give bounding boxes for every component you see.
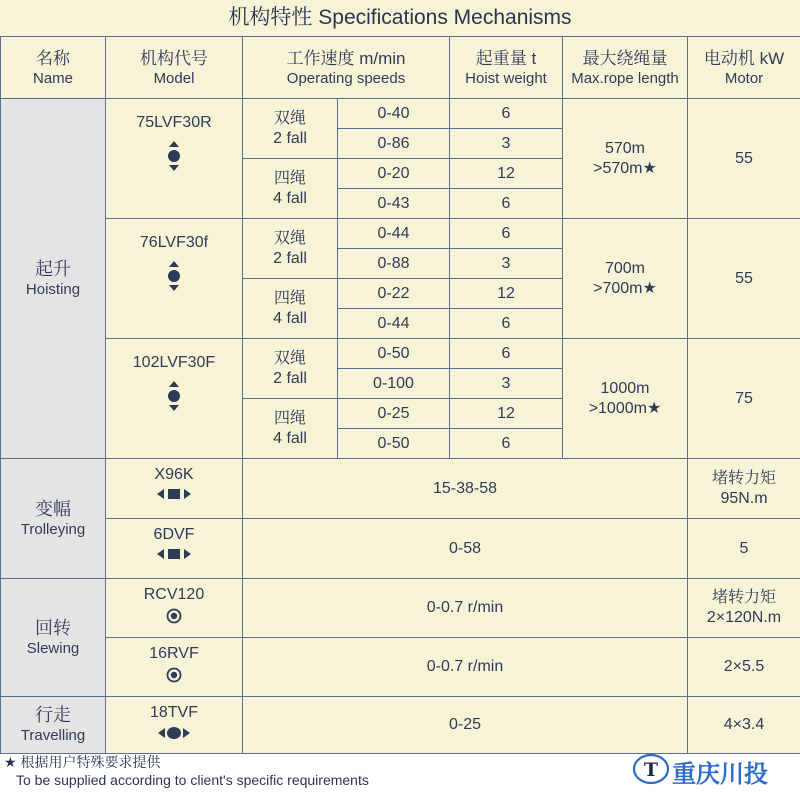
table-row <box>1 459 800 519</box>
speed-cell: 0-0.7 r/min <box>243 638 688 697</box>
footnote <box>4 753 564 789</box>
rope-cell: 700m >700m★ <box>563 219 688 339</box>
model-cell <box>106 697 243 754</box>
section-slewing: 回转 Slewing <box>1 579 106 697</box>
weight-cell: 3 <box>450 129 563 159</box>
model-name: 18TVF <box>149 704 198 721</box>
header-weight: 起重量 t Hoist weight <box>450 37 563 99</box>
model-name: RCV120 <box>143 586 205 603</box>
weight-cell: 3 <box>450 369 563 399</box>
footnote-en: To be supplied according to client's specific requirements <box>16 772 369 788</box>
motor-cell: 堵转力矩 2×120N.m <box>688 579 800 638</box>
speed-cell: 0-0.7 r/min <box>243 579 688 638</box>
model-cell <box>106 638 243 697</box>
fall-label: 双绳 2 fall <box>243 219 338 279</box>
speed-cell: 0-40 <box>338 99 450 129</box>
motor-cell: 55 <box>688 99 800 219</box>
table-row <box>1 339 800 369</box>
fall-label: 双绳 2 fall <box>243 339 338 399</box>
table-row <box>1 638 800 697</box>
table-header-row <box>1 37 800 99</box>
weight-cell: 3 <box>450 249 563 279</box>
speed-cell: 15-38-58 <box>243 459 688 519</box>
up-down-arrow-icon <box>106 261 242 291</box>
table-row <box>1 219 800 249</box>
speed-cell: 0-44 <box>338 309 450 339</box>
speed-cell: 0-25 <box>243 697 688 754</box>
table-row <box>1 697 800 754</box>
logo-text: 重庆川投 <box>672 760 768 788</box>
speed-cell: 0-25 <box>338 399 450 429</box>
weight-cell: 6 <box>450 99 563 129</box>
section-trolleying: 变幅 Trolleying <box>1 459 106 579</box>
table-row <box>1 519 800 579</box>
weight-cell: 12 <box>450 399 563 429</box>
model-name: X96K <box>154 466 194 483</box>
speed-cell: 0-44 <box>338 219 450 249</box>
model-name: 75LVF30R <box>136 114 212 131</box>
speed-cell: 0-43 <box>338 189 450 219</box>
speed-cell: 0-50 <box>338 339 450 369</box>
model-cell <box>106 519 243 579</box>
left-right-arrow-icon <box>106 548 242 560</box>
model-cell <box>106 579 243 638</box>
motor-cell: 5 <box>688 519 800 579</box>
speed-cell: 0-86 <box>338 129 450 159</box>
table-row <box>1 99 800 129</box>
motor-cell: 55 <box>688 219 800 339</box>
weight-cell: 12 <box>450 279 563 309</box>
section-travelling: 行走 Travelling <box>1 697 106 754</box>
specifications-table <box>0 36 800 754</box>
company-logo <box>632 752 798 786</box>
fall-label: 四绳 4 fall <box>243 159 338 219</box>
svg-text:T: T <box>643 759 659 781</box>
rotation-icon <box>106 667 242 683</box>
weight-cell: 6 <box>450 219 563 249</box>
up-down-arrow-icon <box>106 141 242 171</box>
logo-emblem-icon <box>632 752 670 786</box>
table-row <box>1 579 800 638</box>
speed-cell: 0-100 <box>338 369 450 399</box>
weight-cell: 6 <box>450 429 563 459</box>
speed-cell: 0-88 <box>338 249 450 279</box>
model-name: 102LVF30F <box>132 354 216 371</box>
up-down-arrow-icon <box>106 381 242 411</box>
model-cell <box>106 219 243 339</box>
rope-cell: 570m >570m★ <box>563 99 688 219</box>
header-rope: 最大绕绳量 Max.rope length <box>563 37 688 99</box>
header-motor: 电动机 kW Motor <box>688 37 800 99</box>
weight-cell: 12 <box>450 159 563 189</box>
fall-label: 四绳 4 fall <box>243 399 338 459</box>
header-name: 名称 Name <box>1 37 106 99</box>
speed-cell: 0-20 <box>338 159 450 189</box>
weight-cell: 6 <box>450 339 563 369</box>
rotation-icon <box>106 608 242 624</box>
header-speed: 工作速度 m/min Operating speeds <box>243 37 450 99</box>
model-cell <box>106 339 243 459</box>
model-name: 76LVF30f <box>139 234 209 251</box>
travel-arrow-icon <box>106 726 242 740</box>
speed-cell: 0-58 <box>243 519 688 579</box>
footnote-cn: ★ 根据用户特殊要求提供 <box>4 754 161 770</box>
fall-label: 四绳 4 fall <box>243 279 338 339</box>
model-name: 16RVF <box>149 645 199 662</box>
rope-cell: 1000m >1000m★ <box>563 339 688 459</box>
weight-cell: 6 <box>450 189 563 219</box>
model-cell <box>106 459 243 519</box>
motor-cell: 4×3.4 <box>688 697 800 754</box>
motor-cell: 2×5.5 <box>688 638 800 697</box>
model-name: 6DVF <box>153 526 195 543</box>
speed-cell: 0-50 <box>338 429 450 459</box>
model-cell <box>106 99 243 219</box>
motor-cell: 堵转力矩 95N.m <box>688 459 800 519</box>
page-title: 机构特性 Specifications Mechanisms <box>0 0 800 36</box>
weight-cell: 6 <box>450 309 563 339</box>
motor-cell: 75 <box>688 339 800 459</box>
speed-cell: 0-22 <box>338 279 450 309</box>
header-model: 机构代号 Model <box>106 37 243 99</box>
fall-label: 双绳 2 fall <box>243 99 338 159</box>
section-hoisting: 起升 Hoisting <box>1 99 106 459</box>
left-right-arrow-icon <box>106 488 242 500</box>
